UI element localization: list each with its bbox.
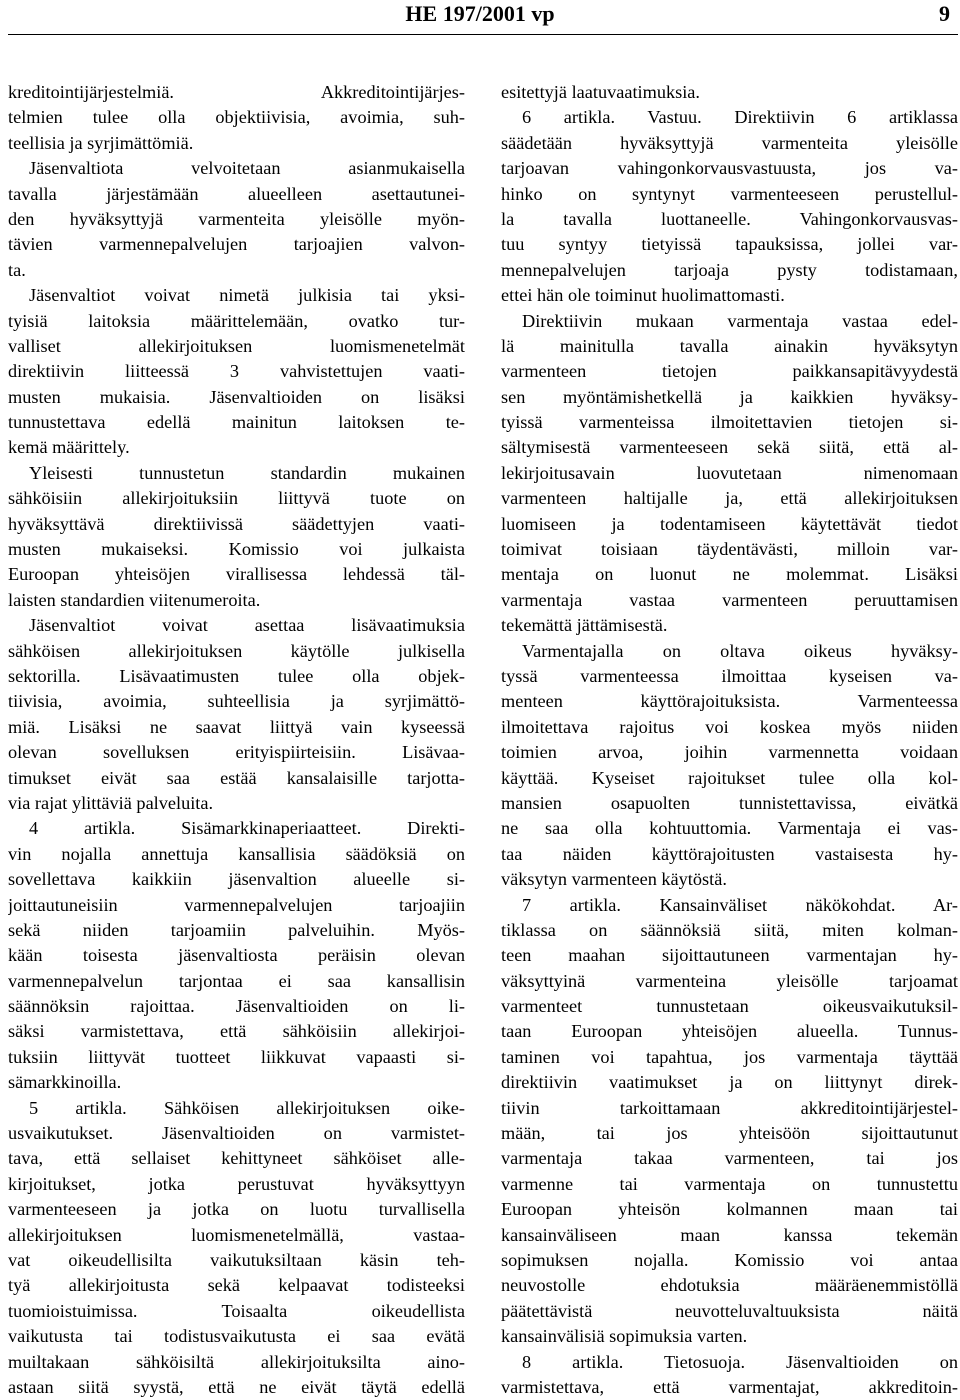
text-line: varmenne tai varmentaja on tunnustettu [501, 1173, 958, 1194]
text-line: tiivin tarkoittamaan akkreditointijärjestel- [501, 1097, 958, 1118]
text-line: tarjoavan vahingonkorvausvastuusta, jos va- [501, 158, 958, 179]
text-line: laisten standardien viitenumeroita. [8, 589, 261, 610]
text-line: tävien varmennepalvelujen tarjoajien valvon- [8, 234, 465, 255]
text-line: musten mukaiseksi. Komissio voi julkaista [8, 539, 465, 560]
text-line: sen myöntämishetkellä ja kaikkien hyväksy- [501, 386, 958, 407]
text-line: hinko on syntynyt varmenteeseen perustellul- [501, 183, 958, 204]
text-line: toimien arvoa, joihin varmennetta voidaan [501, 742, 958, 763]
text-line: vaikutusta tai todistusvaikutusta ei saa evätä [8, 1326, 465, 1347]
text-line: varmenteet tunnustetaan oikeusvaikutuksil- [501, 996, 958, 1017]
text-line: 4 artikla. Sisämarkkinaperiaatteet. Direkti- [29, 818, 465, 839]
text-line: ta. [8, 259, 26, 280]
text-line: taminen voi tapahtua, jos varmentaja täyttää [501, 1046, 958, 1067]
text-line: mentaja on luonut ne molemmat. Lisäksi [501, 564, 958, 585]
left-text-column [8, 80, 465, 1400]
text-line: Euroopan yhteisöjen virallisessa lehdessä täl- [8, 564, 465, 585]
text-line: taan Euroopan yhteisöjen alueella. Tunnus- [501, 1021, 958, 1042]
text-line: sovellettava kaikkiin jäsenvaltion alueelle si- [8, 869, 465, 890]
text-line: vat oikeudellisilta vaikutuksiltaan käsin teh- [8, 1249, 465, 1270]
text-line: musten mukaisia. Jäsenvaltioiden on lisäksi [8, 386, 465, 407]
text-line: esitettyjä laatuvaatimuksia. [501, 82, 700, 102]
text-line: säädetään hyväksyttyjä varmenteita yleisölle [501, 132, 958, 153]
text-line: sähköisen allekirjoituksen käytölle julkisella [8, 640, 465, 661]
text-line: vin nojalla annettuja kansallisia säädöksiä on [8, 843, 465, 864]
text-line: ne saa olla kohtuuttomia. Varmentaja ei vas- [501, 818, 958, 839]
text-line: Direktiivin mukaan varmentaja vastaa edel- [522, 310, 958, 331]
text-line: kansainväliseen maan kanssa tekemän [501, 1224, 958, 1245]
text-line: sältymisestä varmenteeseen sekä siitä, että al- [501, 437, 958, 458]
text-line: den hyväksyttyjä varmenteita yleisölle myön- [8, 208, 465, 229]
text-line: olevan sovelluksen erityispiirteisiin. Lisävaa- [8, 742, 465, 763]
text-line: tyä allekirjoitusta sekä kelpaavat todisteeksi [8, 1275, 465, 1296]
text-line: tekemättä jättämisestä. [501, 615, 668, 636]
text-line: hyväksyttävä direktiivissä säädettyjen vaati- [8, 513, 465, 534]
text-line: väksytyn varmenteen käytöstä. [501, 869, 727, 890]
text-line: 8 artikla. Tietosuoja. Jäsenvaltioiden on [522, 1351, 958, 1372]
text-line: telmien tulee olla objektiivisia, avoimia, suh- [8, 107, 465, 128]
page-header [0, 0, 960, 36]
text-line: miä. Lisäksi ne saavat liittyä vain kyseessä [8, 716, 465, 737]
document-id: HE 197/2001 vp [405, 1, 555, 26]
text-line: valliset allekirjoituksen luomismenetelmät [8, 335, 465, 356]
text-line: säksi varmistettava, että sähköisiin allekirjoi- [8, 1021, 465, 1042]
text-line: timukset eivät saa estää kansalaisille tarjotta- [8, 767, 465, 788]
text-line: joittautuneisiin varmennepalvelujen tarjoajiin [8, 894, 465, 915]
text-line: mennepalvelujen tarjoaja pysty todistamaan, [501, 259, 958, 280]
text-line: tunnustettava edellä mainitun laitoksen te- [8, 412, 465, 433]
text-line: astaan siitä syystä, että ne eivät täytä edellä [8, 1376, 465, 1397]
text-line: ilmoitettava rajoitus voi koskea myös niiden [501, 716, 958, 737]
text-line: usvaikutukset. Jäsenvaltioiden on varmistet- [8, 1123, 465, 1144]
text-line: tuksiin liittyvät tuotteet liikkuvat vapaasti si- [8, 1046, 465, 1067]
text-line: Yleisesti tunnustetun standardin mukainen [29, 462, 465, 483]
text-line: 6 artikla. Vastuu. Direktiivin 6 artiklassa [522, 107, 958, 128]
text-line: varmistettava, että varmentajat, akkreditoin- [501, 1376, 958, 1397]
text-line: varmentaja vastaa varmenteen peruuttamisen [501, 589, 958, 610]
text-line: la tavalla luottaneelle. Vahingonkorvausvas- [501, 208, 958, 229]
text-line: teen maahan sijoittautuneen varmentajan hy- [501, 945, 958, 966]
text-line: tiivisia, avoimia, suhteellisia ja syrjimättö- [8, 691, 465, 712]
text-line: kirjoitukset, jotka perustuvat hyväksyttyyn [8, 1173, 465, 1194]
text-line: tiklassa on säännöksiä siitä, miten kolman- [501, 919, 958, 940]
text-line: sekä niiden tarjoamiin palveluihin. Myös- [8, 919, 465, 940]
text-line: varmenteeseen ja jotka on luotu turvallisella [8, 1199, 465, 1220]
text-line: direktiivin vaatimukset ja on liittynyt direk- [501, 1072, 958, 1093]
text-line: lä mainitulla tavalla ainakin hyväksytyn [501, 335, 958, 356]
text-line: 5 artikla. Sähköisen allekirjoituksen oike- [29, 1097, 465, 1118]
text-line: Jäsenvaltiota velvoitetaan asianmukaisella [29, 158, 465, 179]
text-line: tavalla järjestämään alueelleen asettautunei- [8, 183, 465, 204]
header-rule [8, 34, 958, 35]
text-line: varmentaja takaa varmenteen, tai jos [501, 1148, 958, 1169]
text-line: mansien osapuolten tunnistettavissa, eivätkä [501, 792, 958, 813]
text-line: varmenteen haltijalle ja, että allekirjoituksen [501, 488, 958, 509]
text-line: sektorilla. Lisävaatimusten tulee olla objek- [8, 665, 465, 686]
text-line: Varmentajalla on oltava oikeus hyväksy- [522, 640, 958, 661]
text-line: väksyttyinä varmenteina yleisölle tarjoamat [501, 970, 958, 991]
text-line: luomiseen ja todentamiseen käytettävät tiedot [501, 513, 958, 534]
text-line: menteen käyttörajoituksista. Varmenteessa [501, 691, 958, 712]
text-line: via rajat ylittäviä palveluita. [8, 792, 214, 813]
text-line: toimivat toisiaan täydentävästi, milloin var- [501, 539, 958, 560]
text-line: Jäsenvaltiot voivat nimetä julkisia tai yksi- [29, 285, 465, 306]
text-line: kemä määrittely. [8, 437, 130, 458]
text-line: Jäsenvaltiot voivat asettaa lisävaatimuksia [29, 615, 465, 636]
text-line: tyissä varmenteissa ilmoitettavien tietojen si- [501, 412, 958, 433]
text-line: allekirjoituksen luomismenetelmällä, vastaa- [8, 1224, 465, 1245]
text-line: kansainvälisiä sopimuksia varten. [501, 1326, 748, 1347]
text-line: direktiivin liitteessä 3 vahvistettujen vaati- [8, 361, 465, 382]
text-line: sähköisiin allekirjoituksiin liittyvä tuote on [8, 488, 465, 509]
text-line: tyssä varmenteessa ilmoittaa kyseisen va- [501, 665, 958, 686]
text-line: sopimuksen nojalla. Komissio voi antaa [501, 1249, 958, 1270]
text-line: ettei hän ole toiminut huolimattomasti. [501, 285, 785, 306]
text-line: tuomioistuimissa. Toisaalta oikeudellista [8, 1300, 465, 1321]
text-line: kään toisesta jäsenvaltiosta peräisin olevan [8, 945, 465, 966]
text-line: tuu syntyy tietyissä tapauksissa, jollei var- [501, 234, 958, 255]
text-line: sämarkkinoilla. [8, 1072, 122, 1093]
text-line: varmenteen tietojen paikkansapitävyydestä [501, 361, 958, 382]
text-line: tava, että sellaiset kehittyneet sähköiset alle- [8, 1148, 465, 1169]
page-number: 9 [939, 1, 950, 26]
text-line: 7 artikla. Kansainväliset näkökohdat. Ar- [522, 894, 958, 915]
text-line: säännöksin rajoittaa. Jäsenvaltioiden on li- [8, 996, 465, 1017]
text-line: kreditointijärjestelmiä. Akkreditointijärjes- [8, 82, 465, 102]
text-line: neuvostolle ehdotuksia määräenemmistöllä [501, 1275, 958, 1296]
text-line: lekirjoitusavain luovutetaan nimenomaan [501, 462, 958, 483]
right-text-column [501, 80, 958, 1400]
text-line: muiltakaan sähköisiltä allekirjoituksilta aino- [8, 1351, 465, 1372]
text-line: tyisiä laitoksia määrittelemään, ovatko tur- [8, 310, 465, 331]
text-line: käyttää. Kyseiset rajoitukset tulee olla kol- [501, 767, 958, 788]
text-line: varmennepalvelun tarjontaa ei saa kansallisin [8, 970, 465, 991]
text-line: mään, tai jos yhteisöön sijoittautunut [501, 1123, 958, 1144]
text-line: teellisia ja syrjimättömiä. [8, 132, 194, 153]
text-line: Euroopan yhteisön kolmannen maan tai [501, 1199, 958, 1220]
text-line: päätettävistä neuvotteluvaltuuksista näitä [501, 1300, 958, 1321]
text-line: taa näiden käyttörajoitusten vastaisesta hy- [501, 843, 958, 864]
